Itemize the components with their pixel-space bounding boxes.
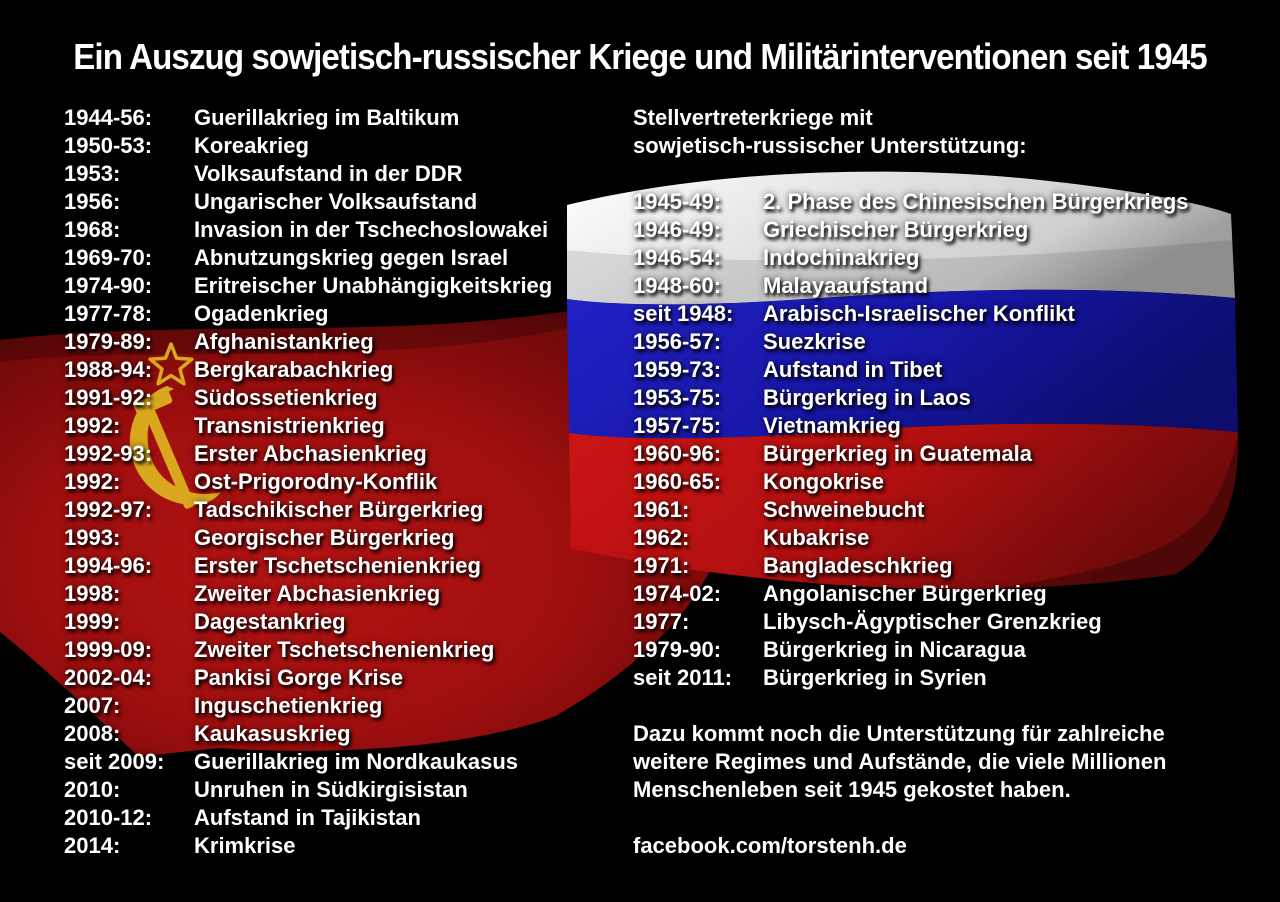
wars-list-right (633, 188, 1253, 692)
war-list-item (64, 104, 624, 132)
war-name: Inguschetienkrieg (194, 693, 383, 718)
war-list-item (64, 216, 624, 244)
war-name: Libysch-Ägyptischer Grenzkrieg (763, 609, 1102, 634)
war-year: 1979-90: (633, 637, 722, 662)
war-name: Erster Abchasienkrieg (194, 441, 427, 466)
war-list-item (633, 524, 1253, 552)
war-list-item (64, 496, 624, 524)
war-name: Bürgerkrieg in Guatemala (763, 441, 1032, 466)
war-name: Kaukasuskrieg (194, 721, 351, 746)
war-name: Ungarischer Volksaufstand (194, 189, 478, 214)
war-year: 1944-56: (64, 105, 153, 130)
war-year: 1962: (633, 525, 690, 550)
war-year: 1959-73: (633, 357, 722, 382)
war-year: 1946-49: (633, 217, 722, 242)
war-name: Aufstand in Tibet (763, 357, 943, 382)
war-year: 1974-02: (633, 581, 722, 606)
war-year: 2014: (64, 833, 121, 858)
war-name: Afghanistankrieg (194, 329, 374, 354)
war-list-item (64, 272, 624, 300)
war-list-item (633, 412, 1253, 440)
footer-note-line3: Menschenleben seit 1945 gekostet haben. (633, 777, 1071, 802)
war-name: Ost-Prigorodny-Konflik (194, 469, 438, 494)
war-year: seit 2009: (64, 749, 165, 774)
war-year: 1957-75: (633, 413, 722, 438)
war-year: 1945-49: (633, 189, 722, 214)
war-name: Suezkrise (763, 329, 866, 354)
war-year: 2007: (64, 693, 121, 718)
war-list-item (633, 496, 1253, 524)
war-year: 1961: (633, 497, 690, 522)
war-year: 1992-97: (64, 497, 153, 522)
war-name: Dagestankrieg (194, 609, 346, 634)
war-list-item (633, 664, 1253, 692)
war-list-item (64, 636, 624, 664)
footer-note-line2: weitere Regimes und Aufstände, die viele Millionen (633, 749, 1167, 774)
war-list-item (633, 216, 1253, 244)
war-year: 1999: (64, 609, 121, 634)
war-year: 1998: (64, 581, 121, 606)
war-list-item (64, 440, 624, 468)
war-year: 1946-54: (633, 245, 722, 270)
war-year: 1977: (633, 609, 690, 634)
war-list-item (633, 440, 1253, 468)
war-list-item (633, 356, 1253, 384)
war-year: 1968: (64, 217, 121, 242)
war-year: 2008: (64, 721, 121, 746)
war-name: Invasion in der Tschechoslowakei (194, 217, 549, 242)
war-name: Bürgerkrieg in Syrien (763, 665, 987, 690)
war-list-item (64, 524, 624, 552)
war-list-item (633, 468, 1253, 496)
war-name: Zweiter Tschetschenienkrieg (194, 637, 495, 662)
war-list-item (64, 720, 624, 748)
war-year: 1991-92: (64, 385, 153, 410)
war-name: Tadschikischer Bürgerkrieg (194, 497, 484, 522)
war-name: Abnutzungskrieg gegen Israel (194, 245, 509, 270)
war-list-item (64, 356, 624, 384)
war-name: Guerillakrieg im Baltikum (194, 105, 460, 130)
war-name: Ogadenkrieg (194, 301, 329, 326)
war-name: Unruhen in Südkirgisistan (194, 777, 468, 802)
war-year: 1971: (633, 553, 690, 578)
proxy-wars-header-line1: Stellvertreterkriege mit (633, 105, 873, 130)
war-list-item (64, 328, 624, 356)
footer-note-line1: Dazu kommt noch die Unterstützung für zahlreiche (633, 721, 1165, 746)
war-year: 1994-96: (64, 553, 153, 578)
war-name: Volksaufstand in der DDR (194, 161, 463, 186)
war-year: 1977-78: (64, 301, 153, 326)
war-list-item (633, 384, 1253, 412)
war-name: Schweinebucht (763, 497, 925, 522)
war-list-item (633, 552, 1253, 580)
war-year: 1992: (64, 469, 121, 494)
war-year: 1960-65: (633, 469, 722, 494)
war-year: 1969-70: (64, 245, 153, 270)
war-name: Bürgerkrieg in Nicaragua (763, 637, 1026, 662)
war-name: Pankisi Gorge Krise (194, 665, 404, 690)
spacer (633, 160, 1253, 188)
war-name: Aufstand in Tajikistan (194, 805, 421, 830)
war-list-item (64, 580, 624, 608)
war-name: Transnistrienkrieg (194, 413, 385, 438)
war-year: 1956: (64, 189, 121, 214)
war-list-item (64, 664, 624, 692)
war-name: Südossetienkrieg (194, 385, 378, 410)
war-name: Zweiter Abchasienkrieg (194, 581, 441, 606)
spacer (633, 692, 1253, 720)
war-list-item (64, 300, 624, 328)
war-name: Guerillakrieg im Nordkaukasus (194, 749, 519, 774)
war-year: 1960-96: (633, 441, 722, 466)
proxy-wars-header-line2: sowjetisch-russischer Unterstützung: (633, 133, 1027, 158)
war-year: seit 2011: (633, 665, 733, 690)
war-list-item (633, 188, 1253, 216)
war-year: 1993: (64, 525, 121, 550)
war-list-item (64, 552, 624, 580)
war-year: 1956-57: (633, 329, 722, 354)
war-name: Kubakrise (763, 525, 870, 550)
war-name: Angolanischer Bürgerkrieg (763, 581, 1047, 606)
war-list-item (64, 468, 624, 496)
war-list-item (633, 272, 1253, 300)
war-year: 1992-93: (64, 441, 153, 466)
war-year: seit 1948: (633, 301, 734, 326)
war-list-item (64, 608, 624, 636)
war-year: 1992: (64, 413, 121, 438)
war-list-item (64, 776, 624, 804)
war-name: Bürgerkrieg in Laos (763, 385, 971, 410)
war-name: 2. Phase des Chinesischen Bürgerkriegs (763, 189, 1189, 214)
war-list-item (633, 608, 1253, 636)
war-year: 2010: (64, 777, 121, 802)
war-name: Arabisch-Israelischer Konflikt (763, 301, 1075, 326)
war-name: Georgischer Bürgerkrieg (194, 525, 455, 550)
war-list-item (64, 412, 624, 440)
war-list-item (64, 748, 624, 776)
war-list-item (64, 832, 624, 860)
war-list-item (64, 188, 624, 216)
war-list-item (64, 692, 624, 720)
war-list-item (633, 636, 1253, 664)
war-name: Malayaaufstand (763, 273, 929, 298)
war-year: 1999-09: (64, 637, 153, 662)
spacer (633, 804, 1253, 832)
war-list-item (633, 580, 1253, 608)
wars-list-left (64, 104, 624, 860)
war-list-item (633, 300, 1253, 328)
war-name: Griechischer Bürgerkrieg (763, 217, 1029, 242)
war-name: Erster Tschetschenienkrieg (194, 553, 481, 578)
war-year: 1988-94: (64, 357, 153, 382)
war-name: Bergkarabachkrieg (194, 357, 394, 382)
war-list-item (64, 244, 624, 272)
war-year: 1979-89: (64, 329, 153, 354)
war-list-item (633, 244, 1253, 272)
war-name: Kongokrise (763, 469, 885, 494)
right-column (633, 104, 1253, 860)
war-list-item (64, 804, 624, 832)
war-name: Vietnamkrieg (763, 413, 901, 438)
war-list-item (64, 384, 624, 412)
war-year: 1953-75: (633, 385, 722, 410)
war-year: 2002-04: (64, 665, 153, 690)
war-name: Koreakrieg (194, 133, 309, 158)
war-list-item (64, 160, 624, 188)
war-name: Bangladeschkrieg (763, 553, 953, 578)
war-name: Krimkrise (194, 833, 296, 858)
war-year: 1953: (64, 161, 121, 186)
war-name: Eritreischer Unabhängigkeitskrieg (194, 273, 553, 298)
poster-title: Ein Auszug sowjetisch-russischer Kriege und Militärinterventionen seit 1945 (73, 36, 1207, 77)
facebook-url: facebook.com/torstenh.de (633, 833, 907, 858)
war-list-item (633, 328, 1253, 356)
war-year: 1950-53: (64, 133, 153, 158)
war-year: 2010-12: (64, 805, 153, 830)
war-name: Indochinakrieg (763, 245, 920, 270)
war-year: 1948-60: (633, 273, 722, 298)
war-list-item (64, 132, 624, 160)
war-year: 1974-90: (64, 273, 153, 298)
